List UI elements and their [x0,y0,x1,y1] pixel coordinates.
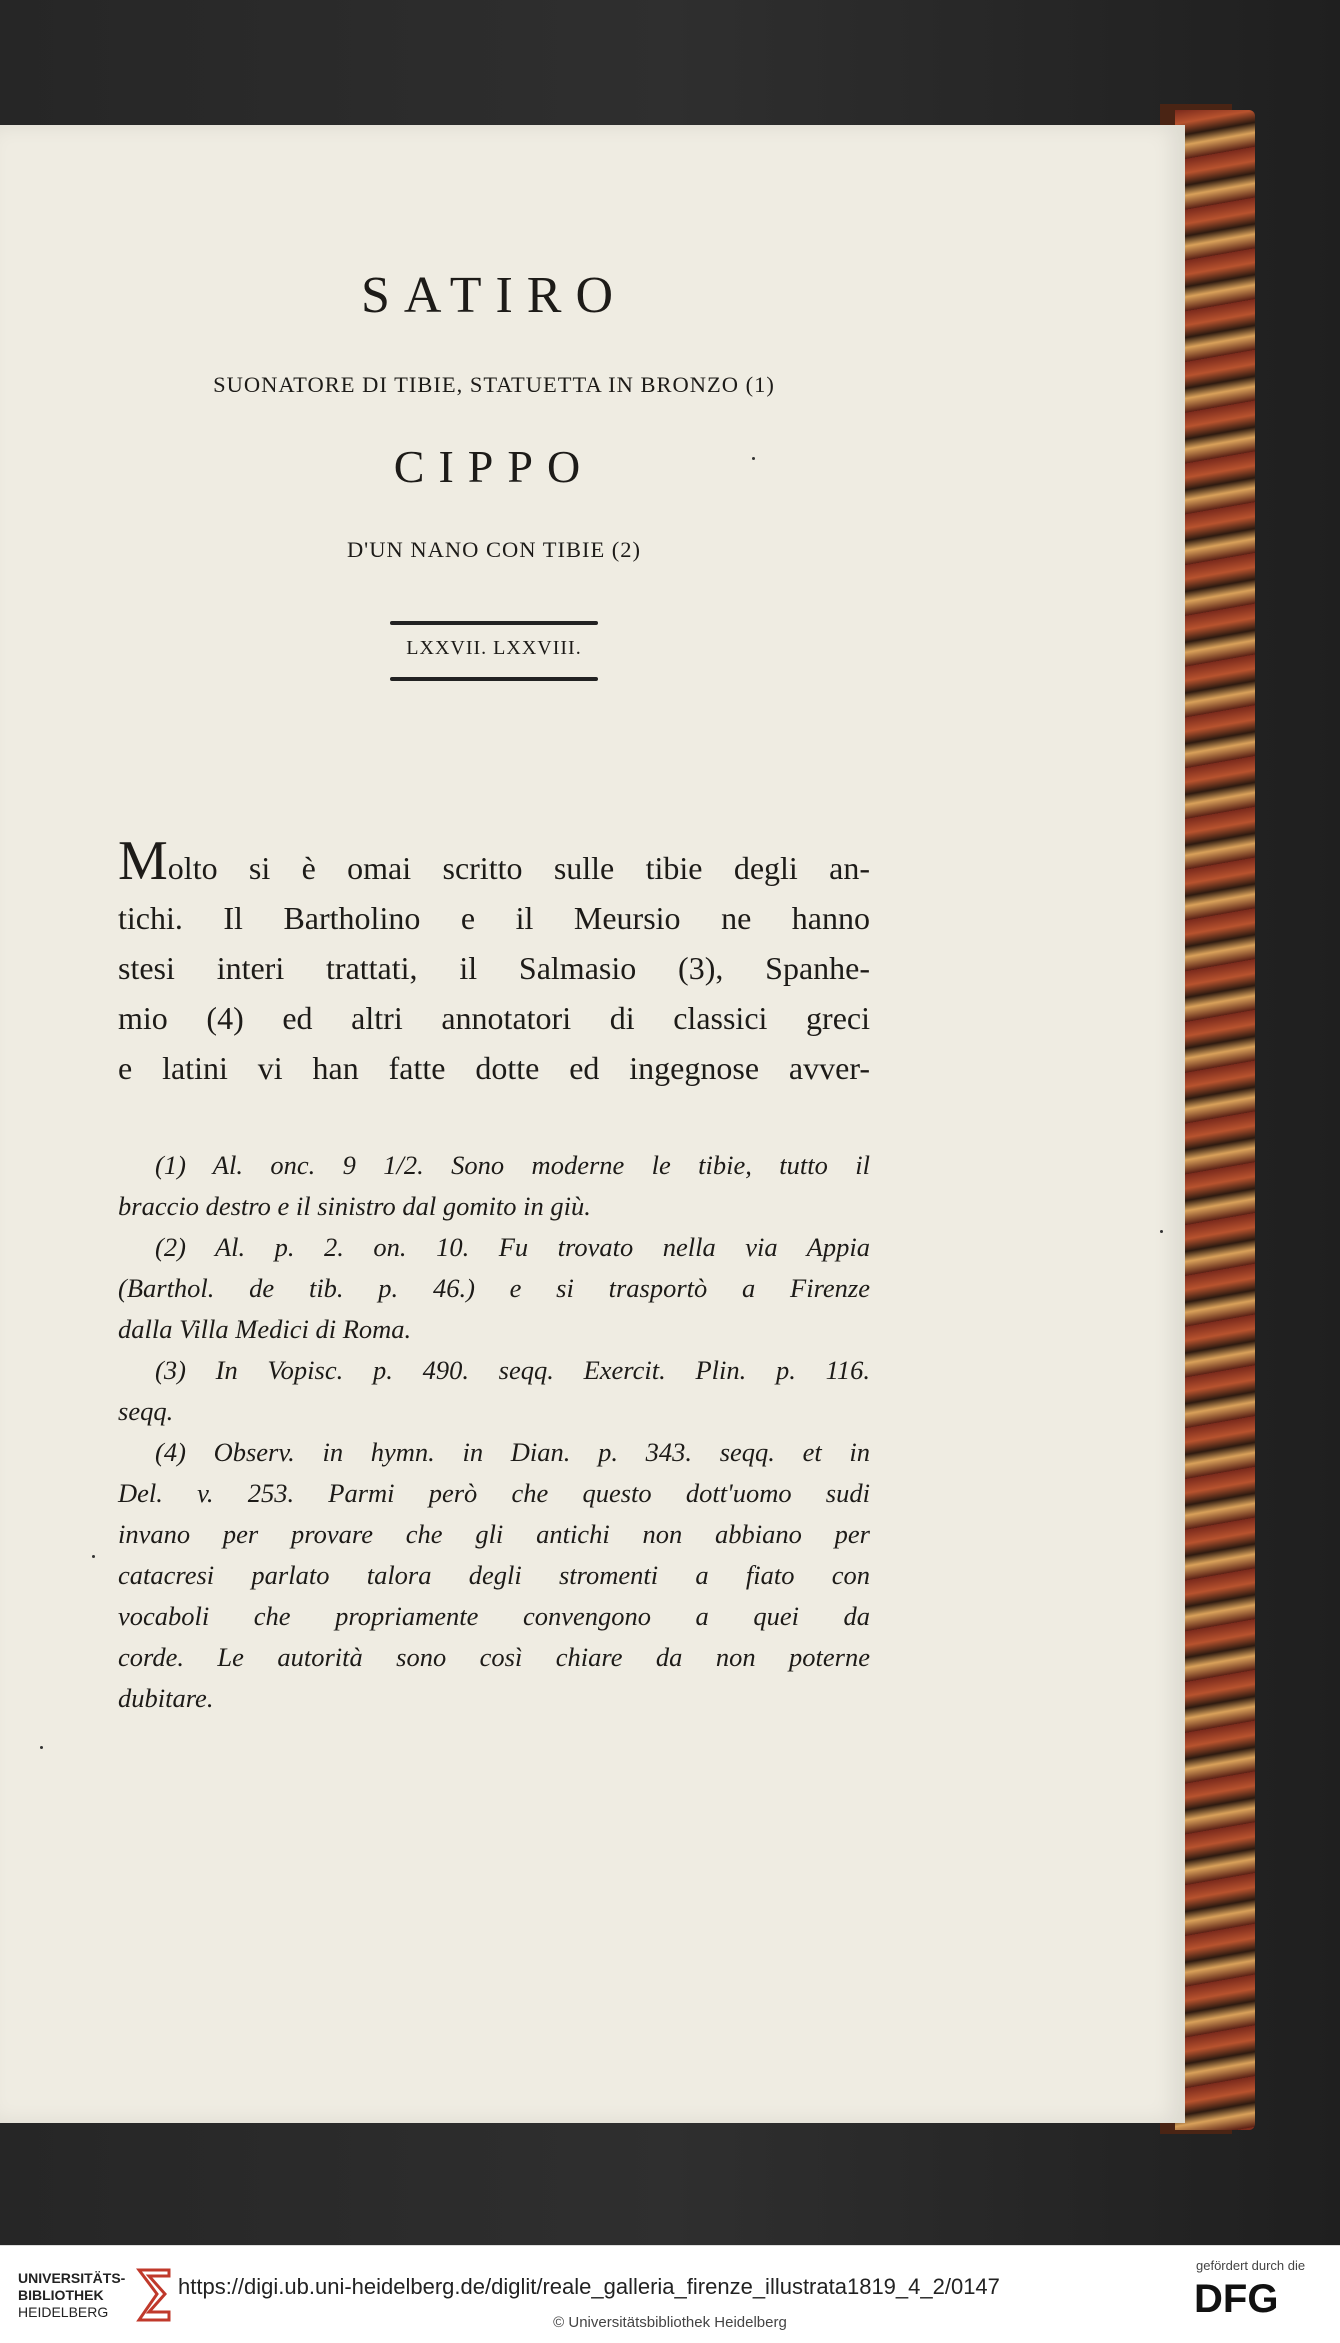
library-name-line: UNIVERSITÄTS- [18,2270,126,2286]
marbled-page-edge [1175,110,1255,2130]
footnote-line: vocaboli che propriamente convengono a quei da [118,1601,870,1631]
footnote-line: Del. v. 253. Parmi però che questo dott'uomo sudi [118,1478,870,1508]
paper-speck [40,1746,43,1749]
library-name-line: BIBLIOTHEK [18,2287,104,2303]
copyright-notice: © Universitätsbibliothek Heidelberg [553,2314,787,2331]
dfg-logo [1192,2276,1320,2318]
section-title: CIPPO [393,441,595,492]
permalink-url[interactable]: https://digi.ub.uni-heidelberg.de/diglit/reale_galleria_firenze_illustrata1819_4_2/0147 [178,2274,1000,2299]
footnote-line: (Barthol. de tib. p. 46.) e si trasportò a Firenze [118,1273,870,1303]
page-title: SATIRO [360,267,628,324]
body-line-text: olto si è omai scritto sulle tibie degli an- [167,850,870,886]
footnote-line: invano per provare che gli antichi non abbiano per [118,1519,870,1549]
paper-speck [1160,1230,1163,1233]
body-paragraph [118,830,870,1093]
book-page [0,125,1185,2123]
drop-cap: M [118,830,168,892]
footnote-line: (2) Al. p. 2. on. 10. Fu trovato nella via Appia [155,1232,870,1262]
dfg-logo-text: DFG [1194,2277,1279,2318]
plate-rule-bottom [390,677,598,681]
body-line: e latini vi han fatte dotte ed ingegnose avver- [118,1050,870,1086]
body-line: stesi interi trattati, il Salmasio (3), Spanhe- [118,950,870,986]
page-subtitle: SUONATORE DI TIBIE, STATUETTA IN BRONZO (1) [213,372,775,397]
library-name-line: HEIDELBERG [18,2304,109,2320]
body-line: mio (4) ed altri annotatori di classici greci [118,1000,870,1036]
footnote-line: seqq. [118,1396,174,1426]
footnote-line: corde. Le autorità sono così chiare da non poterne [118,1642,870,1672]
plate-number: LXXVII. LXXVIII. [406,637,582,659]
footnote-line: (4) Observ. in hymn. in Dian. p. 343. seqq. et in [155,1437,870,1467]
body-line: tichi. Il Bartholino e il Meursio ne hanno [118,900,870,936]
plate-rule-top [390,621,598,625]
footnote-line: (3) In Vopisc. p. 490. seqq. Exercit. Plin. p. 116. [155,1355,870,1385]
viewer-footer [0,2245,1340,2343]
section-subtitle: D'UN NANO CON TIBIE (2) [346,537,642,562]
footnotes [118,1145,870,1719]
footnote-line: dubitare. [118,1683,214,1713]
body-line [118,830,870,893]
footnote-line: braccio destro e il sinistro dal gomito in giù. [118,1191,591,1221]
paper-speck [92,1555,95,1558]
footnote-line: dalla Villa Medici di Roma. [118,1314,412,1344]
footnote-line: (1) Al. onc. 9 1/2. Sono moderne le tibie, tutto il [155,1150,870,1180]
dfg-funding-label: gefördert durch die [1196,2258,1306,2273]
footnote-line: catacresi parlato talora degli stromenti a fiato con [118,1560,870,1590]
